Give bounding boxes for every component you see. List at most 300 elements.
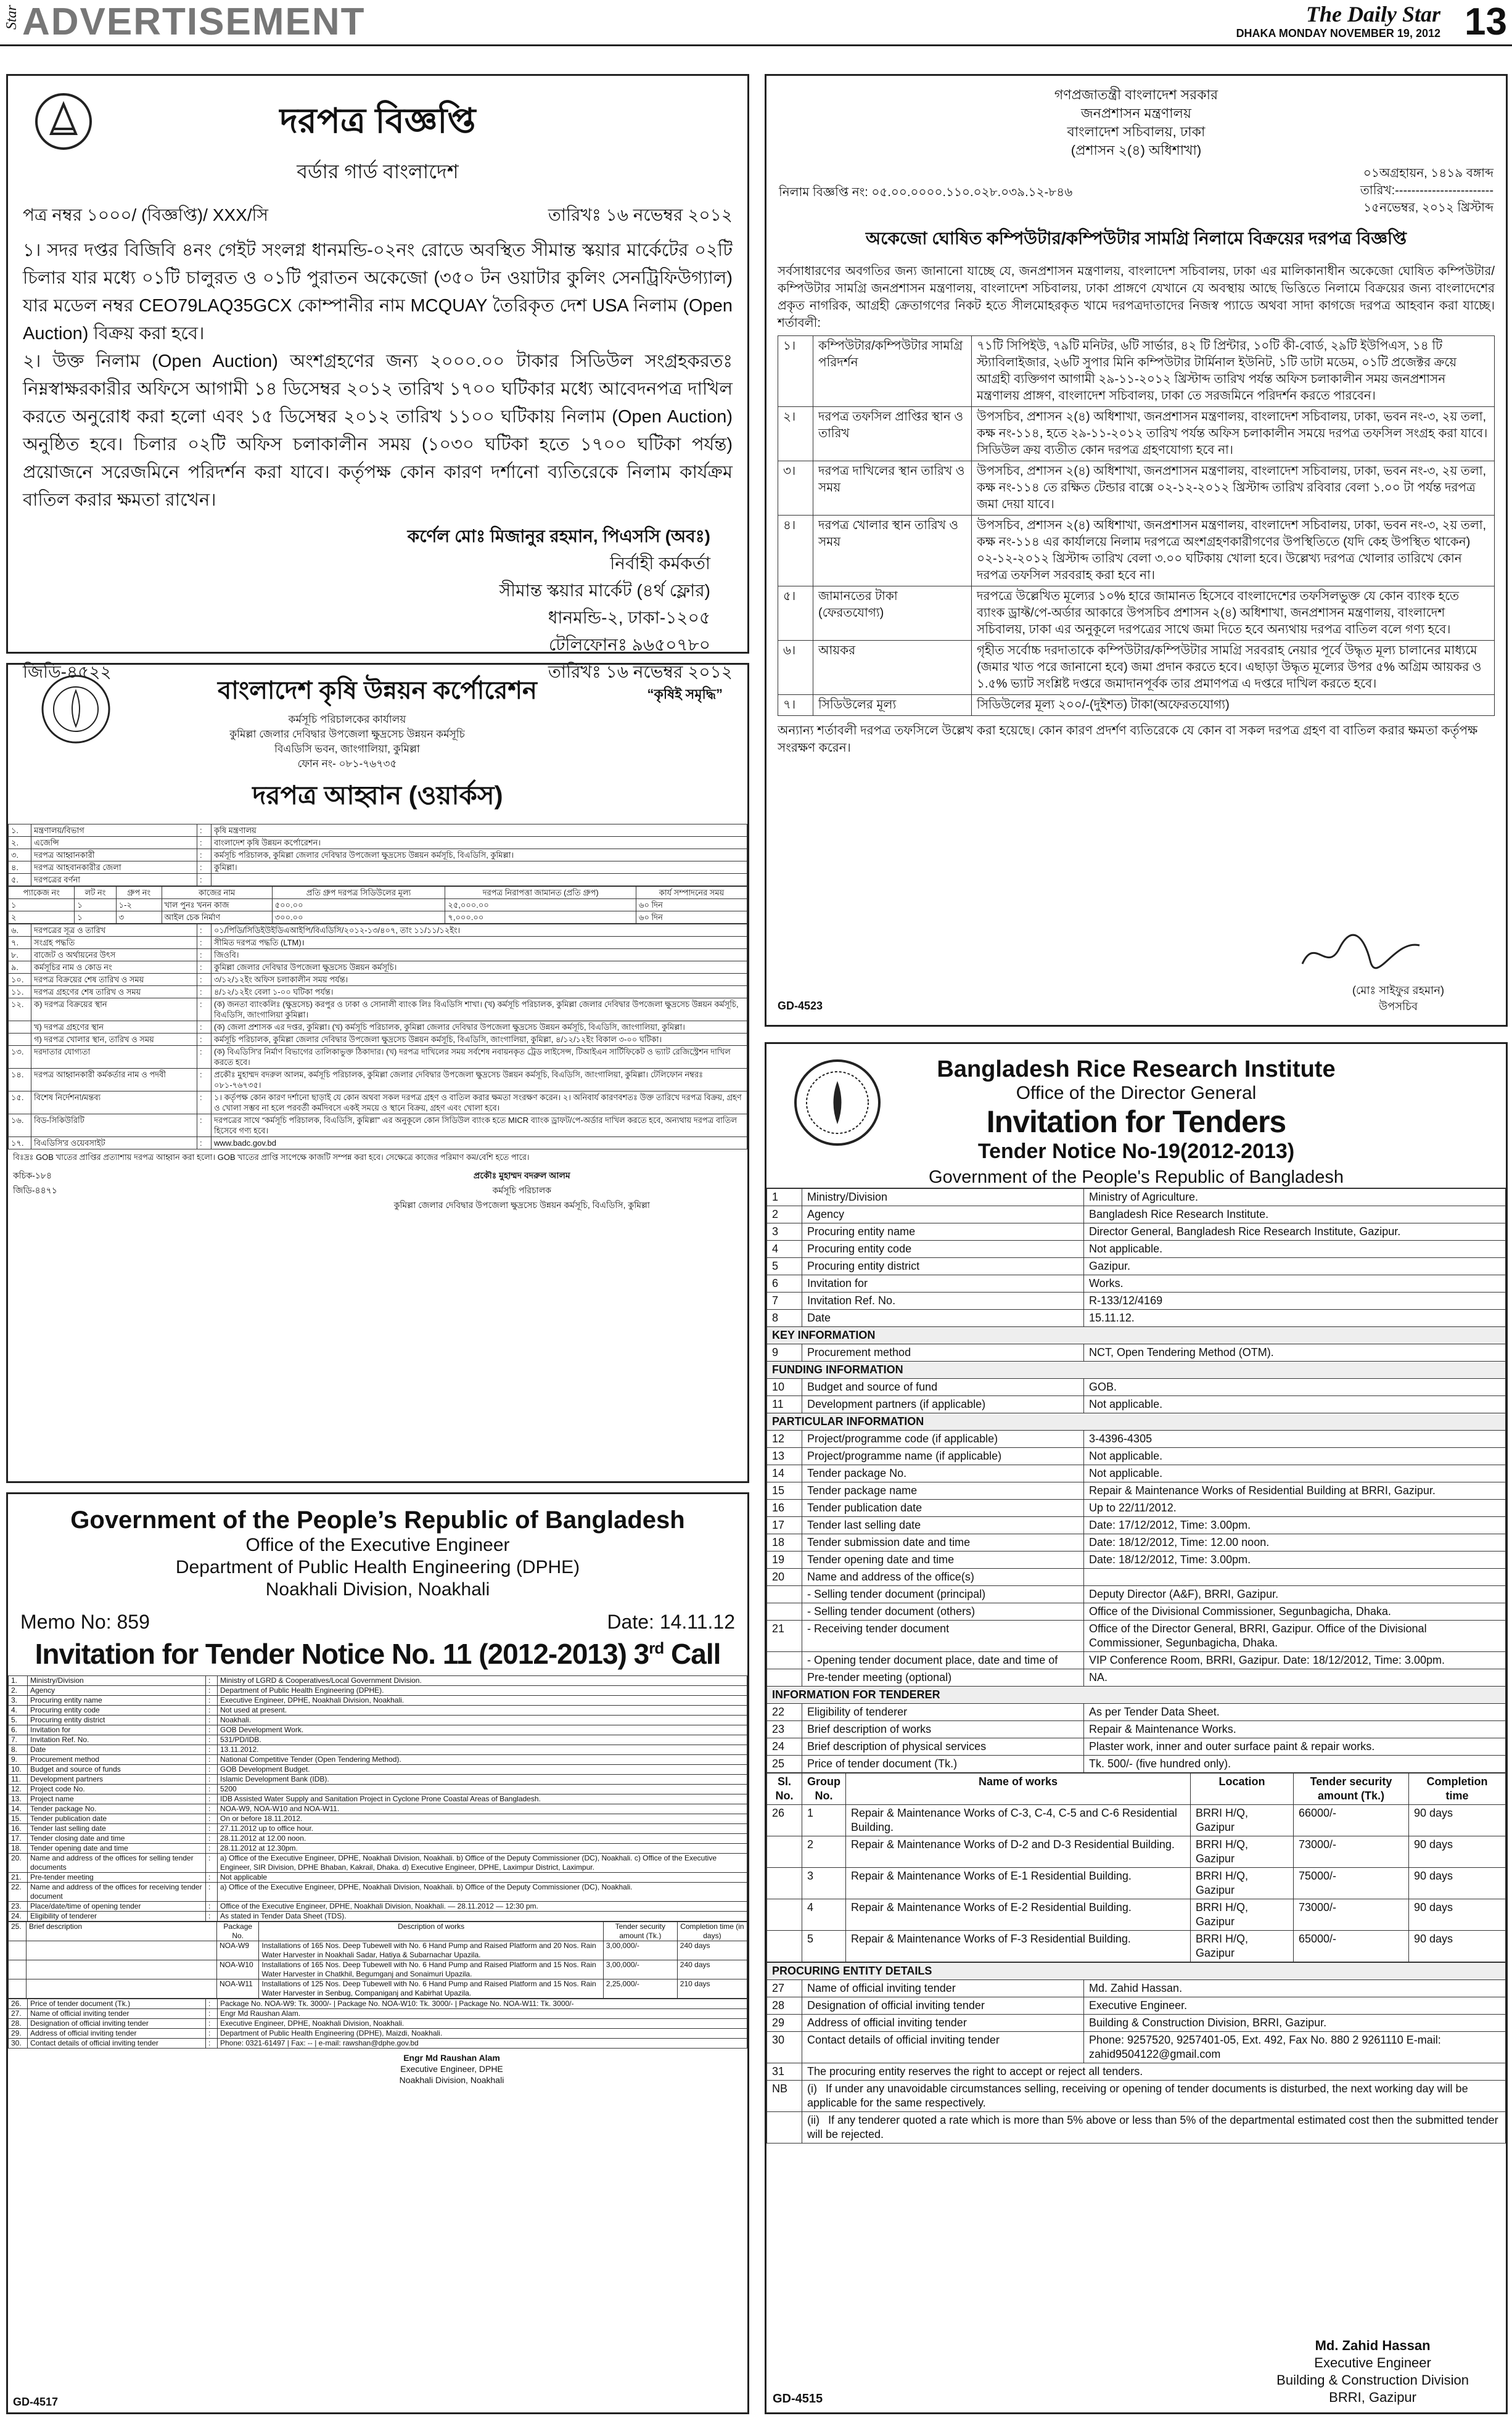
table-cell: 11 bbox=[767, 1396, 802, 1413]
table-cell: 21 bbox=[767, 1621, 802, 1652]
office-lines bbox=[218, 712, 477, 771]
conditions-table bbox=[778, 335, 1495, 716]
table-cell: ১১. bbox=[9, 986, 31, 998]
column-header: Completion time bbox=[1409, 1774, 1506, 1805]
table-row bbox=[9, 1854, 747, 1873]
table-cell: 75000/- bbox=[1294, 1868, 1409, 1899]
table-row bbox=[9, 1902, 747, 1912]
table-row bbox=[767, 1534, 1506, 1552]
table-row bbox=[767, 1899, 1506, 1931]
signatory-name: কর্ণেল মোঃ মিজানুর রহমান, পিএসসি (অবঃ) bbox=[407, 527, 710, 546]
signatory-line: উপসচিব bbox=[1379, 1000, 1418, 1013]
column-header: Location bbox=[1191, 1774, 1294, 1805]
section-heading: PARTICULAR INFORMATION bbox=[767, 1413, 1506, 1431]
table-cell: 28.11.2012 at 12.30pm. bbox=[218, 1844, 747, 1854]
spacer-cell bbox=[9, 1941, 27, 1960]
table-cell: ১। কর্তৃপক্ষ কোন কারণ দর্শানো ছাড়াই যে কোন অথবা সকল দরপত্র গ্রহণ ও বাতিল করার ক্ষমতা সংরক্ষণ করেন। ২। অনিবার্য কারণবশতঃ উক্ত তারিখে দরপত্র বিক্রয়, গ্রহণ ও খোলা সম্ভব না হলে পরবর্তী কর্মদিবসে একই সময়ে ও স্থানে বিক্রয়, গ্রহণ এবং খোলা হবে। bbox=[212, 1091, 747, 1114]
table-cell: : bbox=[206, 1844, 218, 1854]
table-cell: ১ bbox=[9, 899, 75, 911]
table-cell: ক) দরপত্র বিক্রয়ের স্থান bbox=[31, 998, 197, 1021]
table-cell: 4. bbox=[9, 1706, 28, 1716]
table-cell: 4 bbox=[802, 1899, 846, 1931]
table-cell: ৫. bbox=[9, 874, 31, 886]
column-header: Tender security amount (Tk.) bbox=[1294, 1774, 1409, 1805]
table-cell: 13. bbox=[9, 1794, 28, 1804]
table-cell: Tender package name bbox=[802, 1482, 1084, 1500]
invitation-title: Invitation for Tenders bbox=[986, 1104, 1286, 1139]
table-cell: Procuring entity name bbox=[802, 1223, 1084, 1241]
table-cell: সংগ্রহ পদ্ধতি bbox=[31, 937, 197, 949]
table-row bbox=[767, 1836, 1506, 1868]
gov-heading: গণপ্রজাতন্ত্রী বাংলাদেশ সরকার bbox=[1054, 87, 1218, 102]
table-cell: 24 bbox=[767, 1738, 802, 1756]
table-cell: 4 bbox=[767, 1241, 802, 1258]
table-cell: Price of tender document (Tk.) bbox=[802, 1756, 1084, 1773]
table-cell: 12. bbox=[9, 1785, 28, 1794]
table-row bbox=[9, 1824, 747, 1834]
table-cell: 2,25,000/- bbox=[603, 1979, 677, 1999]
table-cell: 3 bbox=[767, 1223, 802, 1241]
table-cell: 24. bbox=[9, 1912, 28, 1922]
table-row bbox=[9, 961, 747, 974]
table-cell: Procurement method bbox=[28, 1755, 206, 1765]
table-row bbox=[767, 1241, 1506, 1258]
table-cell: Budget and source of fund bbox=[802, 1379, 1084, 1396]
table-cell: 240 days bbox=[677, 1941, 747, 1960]
table-cell: Installations of 165 Nos. Deep Tubewell with No. 6 Hand Pump and Raised Platform and 15 Nos. Rain Water Harvester in Chatkhil, Begumganj and Sonaimuri Upazila. bbox=[259, 1960, 603, 1979]
table-cell: ৯. bbox=[9, 961, 31, 974]
table-row bbox=[9, 949, 747, 961]
table-cell: Eligibility of tenderer bbox=[28, 1912, 206, 1922]
tender-heading: দরপত্র আহ্বান (ওয়ার্কস) bbox=[252, 781, 503, 810]
table-cell: : bbox=[206, 1706, 218, 1716]
table-cell: 27. bbox=[9, 2009, 28, 2019]
signatory-line: কর্মসূচি পরিচালক bbox=[492, 1185, 551, 1195]
table-cell: ৩. bbox=[9, 849, 31, 861]
star-tag: Star bbox=[4, 5, 20, 30]
table-cell: 3. bbox=[9, 1696, 28, 1706]
table-cell: : bbox=[206, 2009, 218, 2019]
table-cell: 9 bbox=[767, 1344, 802, 1362]
table-cell: দরপত্রের সূত্র ও তারিখ bbox=[31, 924, 197, 937]
table-cell: Not applicable bbox=[218, 1873, 747, 1883]
table-row bbox=[778, 407, 1495, 461]
table-cell: a) Office of the Executive Engineer, DPHE, Noakhali Division, Noakhali. b) Office of the Deputy Commissioner (DC), Noakhali. bbox=[218, 1883, 747, 1902]
column-header: Sl. No. bbox=[767, 1774, 802, 1805]
badc-details-table bbox=[8, 924, 747, 1149]
table-row bbox=[767, 2112, 1506, 2144]
nb-index: (ii) bbox=[807, 2114, 820, 2126]
table-row bbox=[9, 1034, 747, 1046]
table-cell: 20. bbox=[9, 1854, 28, 1873]
column-header: দরপত্র নিরাপত্তা জামানত (প্রতি গ্রুপ) bbox=[445, 887, 636, 899]
table-row bbox=[767, 1552, 1506, 1569]
table-row bbox=[767, 1738, 1506, 1756]
table-cell: ৮. bbox=[9, 949, 31, 961]
table-cell: a) Office of the Executive Engineer, DPHE, Noakhali Division, Noakhali. b) Office of the Deputy Commissioner (DC), Noakhali. c) Office of the Executive Engineer, SIR Division, DPHE Bhaban, Kakrail, Dhaka. d) Executive Engineer, DPHE, Laximpur District, Laximpur. bbox=[218, 1854, 747, 1873]
table-cell: কম্পিউটার/কম্পিউটার সামগ্রি পরিদর্শন bbox=[813, 336, 972, 407]
table-cell: Project code No. bbox=[28, 1785, 206, 1794]
table-row bbox=[767, 1310, 1506, 1327]
table-cell: প্রকৌঃ মুহাম্মদ বদরুল আলম, কর্মসূচি পরিচালক, কুমিল্লা জেলার দেবিদ্বার উপজেলা ক্ষুদ্রসেচ উন্নয়ন কর্মসূচি, বিএডিসি, জাংগালিয়া, কুমিল্লা। টেলিফোন নম্বরঃ ০৮১-৭৬৭৩৫। bbox=[212, 1069, 747, 1091]
section-row bbox=[767, 1963, 1506, 1980]
table-row bbox=[9, 1883, 747, 1902]
table-cell: দরপত্র গ্রহণের শেষ তারিখ ও সময় bbox=[31, 986, 197, 998]
dphe-works-table: 25. Brief description Package No. Description of works Tender security amount (Tk.) Completion time (in days) NOA-W9 Installations of 165 Nos. Deep Tubewell with No. 6 Hand Pump and Raised Platform and 20 Nos. Rain Water Harvester in Noakhali Sadar, Hatiya & Subarnachar Upazila. 3,00,000/- 240 days NOA-W10 Installations of 165 Nos. Deep Tubewell with No. 6 Hand Pump and Raised Platform and 15 Nos. Rain Water Harvester in Chatkhil, Begumganj and Sonaimuri Upazila. 3,00,000/- 240 days NOA-W11 Installations of 125 Nos. Deep Tubewell with No. 6 Hand Pump and Raised Platform and 15 Nos. Rain Water Harvester in Senbug, Companiganj and Kabirhat Upazila. 2,25,000/- 210 days bbox=[8, 1922, 747, 1999]
table-row bbox=[9, 1814, 747, 1824]
memo-row bbox=[20, 1611, 735, 1634]
section-title: ADVERTISEMENT bbox=[22, 1, 366, 43]
column-header: গ্রুপ নং bbox=[116, 887, 162, 899]
signatory-name: (মোঃ সাইফুর রহমান) bbox=[1352, 984, 1444, 997]
table-cell: 210 days bbox=[677, 1979, 747, 1999]
table-cell: 19 bbox=[767, 1552, 802, 1569]
gd-date: তারিখঃ ১৬ নভেম্বর ২০১২ bbox=[548, 662, 733, 681]
table-cell: Package No. NOA-W9: Tk. 3000/- | Package No. NOA-W10: Tk. 3000/- | Package No. NOA-W11: Tk. 3000/- bbox=[218, 1999, 747, 2009]
badc-footer bbox=[13, 1169, 742, 1213]
signatory-line: Building & Construction Division bbox=[1276, 2372, 1469, 2388]
signatory-line: সীমান্ত স্কয়ার মার্কেট (৪র্থ ফ্লোর) bbox=[499, 581, 710, 600]
table-row bbox=[9, 911, 747, 924]
table-cell: Executive Engineer, DPHE, Noakhali Division, Noakhali. bbox=[218, 1696, 747, 1706]
table-cell: সিডিউলের মূল্য bbox=[813, 695, 972, 716]
nb-cell bbox=[802, 2081, 1506, 2112]
column-header: প্যাকেজ নং bbox=[9, 887, 75, 899]
signatory-line: কুমিল্লা জেলার দেবিদ্বার উপজেলা ক্ষুদ্রসেচ উন্নয়ন কর্মসূচি, বিএডিসি, কুমিল্লা bbox=[393, 1200, 650, 1210]
table-row bbox=[9, 899, 747, 911]
table-cell: : bbox=[197, 986, 212, 998]
gov-heading-block bbox=[766, 86, 1506, 160]
table-cell: : bbox=[206, 1854, 218, 1873]
division-heading: Noakhali Division, Noakhali bbox=[265, 1579, 490, 1600]
table-cell: ৭১টি সিপিইউ, ৭৯টি মনিটর, ৬টি সার্ভার, ৪২ টি প্রিন্টার, ১০টি কী-বোর্ড, ২৯টি ইউপিএস, ১৪ টি স্ট্যাবিলাইজার, ২৬টি সুপার মিনি কম্পিউটার টার্মিনাল ইউনিট, ১টি ডাটা মডেম, ০১টি প্রজেক্টর ক্রয়ে আগ্রহী ব্যক্তিগণ আগামী ২৯-১১-২০১২ খ্রিস্টাব্দ তারিখ পর্যন্ত অফিস চলাকালীন সময় জনপ্রশাসন মন্ত্রণালয় প্রাঙ্গণ, বাংলাদেশ সচিবালয়, ঢাকা তে সরজমিনে পরিদর্শন করতে পারবেন। bbox=[972, 336, 1495, 407]
table-row bbox=[767, 1379, 1506, 1396]
table-cell: ২ bbox=[9, 911, 75, 924]
table-cell: Repair & Maintenance Works of E-2 Residential Building. bbox=[846, 1899, 1191, 1931]
ad-motto: “কৃষিই সমৃদ্ধি” bbox=[647, 686, 723, 702]
table-cell: Plaster work, inner and outer surface paint & repair works. bbox=[1084, 1738, 1506, 1756]
spacer-cell bbox=[27, 1941, 217, 1960]
table-cell: BRRI H/Q, Gazipur bbox=[1191, 1805, 1294, 1836]
brri-logo-icon bbox=[791, 1056, 884, 1149]
table-cell: ৭. bbox=[9, 937, 31, 949]
table-cell bbox=[767, 1836, 802, 1868]
table-cell: www.badc.gov.bd bbox=[212, 1137, 747, 1149]
table-row bbox=[767, 1931, 1506, 1962]
table-cell bbox=[767, 1586, 802, 1603]
section-row bbox=[767, 1362, 1506, 1379]
column-header: কার্য সম্পাদনের সময় bbox=[636, 887, 747, 899]
gov-heading: Government of the People’s Republic of Bangladesh bbox=[70, 1506, 685, 1534]
table-row bbox=[9, 1834, 747, 1844]
column-header: কাজের নাম bbox=[162, 887, 272, 899]
table-cell: Date: 18/12/2012, Time: 3.00pm. bbox=[1084, 1552, 1506, 1569]
table-cell: খ) দরপত্র গ্রহণের স্থান bbox=[31, 1021, 197, 1034]
table-cell: NCT, Open Tendering Method (OTM). bbox=[1084, 1344, 1506, 1362]
brri-info-table bbox=[766, 1188, 1506, 1773]
table-cell: Name and address of the offices for selling tender documents bbox=[28, 1854, 206, 1873]
table-cell: Pre-tender meeting (optional) bbox=[802, 1669, 1084, 1687]
table-cell: ৩০০.০০ bbox=[272, 911, 445, 924]
table-cell: : bbox=[206, 2029, 218, 2039]
signature-mark-icon bbox=[1296, 933, 1432, 976]
section-row bbox=[767, 1327, 1506, 1344]
table-cell: 65000/- bbox=[1294, 1931, 1409, 1962]
table-row bbox=[778, 336, 1495, 407]
table-row bbox=[778, 641, 1495, 695]
table-row bbox=[9, 937, 747, 949]
table-cell: 25 bbox=[767, 1756, 802, 1773]
table-cell: ৩ bbox=[116, 911, 162, 924]
table-cell: : bbox=[206, 2019, 218, 2029]
table-row bbox=[767, 1997, 1506, 2015]
table-cell: : bbox=[197, 961, 212, 974]
table-cell: ৪. bbox=[9, 861, 31, 874]
table-cell: কর্মসূচি পরিচালক, কুমিল্লা জেলার দেবিদ্বার উপজেলা ক্ষুদ্রসেচ উন্নয়ন কর্মসূচি, বিএডিসি, কুমিল্লা। bbox=[212, 849, 747, 861]
table-cell: 7 bbox=[767, 1293, 802, 1310]
bgb-emblem-icon bbox=[33, 91, 94, 152]
table-row bbox=[9, 2009, 747, 2019]
signatory-line: Noakhali Division, Noakhali bbox=[399, 2075, 504, 2085]
section-heading: KEY INFORMATION bbox=[767, 1327, 1506, 1344]
table-cell: ১. bbox=[9, 824, 31, 837]
column-header: Name of works bbox=[846, 1774, 1191, 1805]
table-cell: 3-4396-4305 bbox=[1084, 1431, 1506, 1448]
table-cell: 17. bbox=[9, 1834, 28, 1844]
table-row bbox=[9, 986, 747, 998]
table-cell: উপসচিব, প্রশাসন ২(৪) অধিশাখা, জনপ্রশাসন মন্ত্রণালয়, বাংলাদেশ সচিবালয়, ঢাকা, ভবন নং-৩, ২য় তলা, কক্ষ নং-১১৪, হতে ২৯-১১-২০১২ তারিখ পর্যন্ত অফিস চলাকালীন সময়ে দরপত্র তফসিল সংগ্রহ করা যাবে। সিডিউল ক্রয় ব্যতীত কোন দরপত্র গ্রহণযোগ্য হবে না। bbox=[972, 407, 1495, 461]
table-cell: Procuring entity name bbox=[28, 1696, 206, 1706]
table-row bbox=[767, 1258, 1506, 1275]
table-cell: Date: 17/12/2012, Time: 3.00pm. bbox=[1084, 1517, 1506, 1534]
table-cell: Installations of 165 Nos. Deep Tubewell with No. 6 Hand Pump and Raised Platform and 20 Nos. Rain Water Harvester in Noakhali Sadar, Hatiya & Subarnachar Upazila. bbox=[259, 1941, 603, 1960]
table-cell: : bbox=[197, 1021, 212, 1034]
table-row bbox=[778, 586, 1495, 641]
table-cell: Director General, Bangladesh Rice Research Institute, Gazipur. bbox=[1084, 1223, 1506, 1241]
table-row bbox=[9, 1706, 747, 1716]
table-cell: ৩/১২/১২ইং অফিস চলাকালীন সময় পর্যন্ত। bbox=[212, 974, 747, 986]
issue-date: DHAKA MONDAY NOVEMBER 19, 2012 bbox=[1236, 27, 1440, 39]
table-cell: ১২. bbox=[9, 998, 31, 1021]
table-cell: দরপত্র আহ্বানকারী কর্মকর্তার নাম ও পদবী bbox=[31, 1069, 197, 1091]
table-row bbox=[767, 2032, 1506, 2063]
table-cell: কুমিল্লা জেলার দেবিদ্বার উপজেলা ক্ষুদ্রসেচ উন্নয়ন কর্মসূচি। bbox=[212, 961, 747, 974]
table-row bbox=[767, 1756, 1506, 1773]
badc-heading bbox=[218, 671, 747, 771]
table-cell: Name of official inviting tender bbox=[802, 1980, 1084, 1997]
table-cell: সীমিত দরপত্র পদ্ধতি (LTM)। bbox=[212, 937, 747, 949]
spacer-cell bbox=[9, 1979, 27, 1999]
table-cell: : bbox=[206, 1725, 218, 1735]
table-cell: : bbox=[197, 874, 212, 886]
table-cell: Tender opening date and time bbox=[28, 1844, 206, 1854]
table-cell: 30. bbox=[9, 2039, 28, 2049]
table-cell: Invitation for bbox=[802, 1275, 1084, 1293]
table-cell: : bbox=[206, 1794, 218, 1804]
table-cell: : bbox=[197, 849, 212, 861]
spacer-cell bbox=[27, 1960, 217, 1979]
table-cell: 2 bbox=[767, 1206, 802, 1223]
table-cell: Contact details of official inviting tender bbox=[802, 2032, 1084, 2063]
table-cell: 16. bbox=[9, 1824, 28, 1834]
table-cell: 2. bbox=[9, 1686, 28, 1696]
section-row bbox=[767, 1687, 1506, 1704]
table-cell: Designation of official inviting tender bbox=[802, 1997, 1084, 2015]
table-cell: : bbox=[197, 861, 212, 874]
table-cell: Invitation Ref. No. bbox=[802, 1293, 1084, 1310]
table-cell: Address of official inviting tender bbox=[802, 2015, 1084, 2032]
table-cell: As stated in Tender Data Sheet (TDS). bbox=[218, 1912, 747, 1922]
table-cell: Executive Engineer. bbox=[1084, 1997, 1506, 2015]
signatory-line: Executive Engineer, DPHE bbox=[400, 2064, 503, 2074]
table-cell: : bbox=[206, 1735, 218, 1745]
table-cell: Not used at present. bbox=[218, 1706, 747, 1716]
table-cell: Invitation Ref. No. bbox=[28, 1735, 206, 1745]
table-cell: GOB Development Budget. bbox=[218, 1765, 747, 1775]
table-row bbox=[767, 1586, 1506, 1603]
table-cell: 28.11.2012 at 12.00 noon. bbox=[218, 1834, 747, 1844]
table-cell: Agency bbox=[802, 1206, 1084, 1223]
table-cell: 3 bbox=[802, 1868, 846, 1899]
table-row bbox=[767, 1275, 1506, 1293]
dphe-tender-ad bbox=[6, 1492, 749, 2414]
table-cell: : bbox=[206, 1873, 218, 1883]
table-row bbox=[9, 1999, 747, 2009]
table-row bbox=[9, 1676, 747, 1686]
table-row bbox=[767, 1517, 1506, 1534]
table-cell: Procuring entity district bbox=[28, 1716, 206, 1725]
table-cell bbox=[767, 2112, 802, 2144]
table-cell: Ministry of LGRD & Cooperatives/Local Government Division. bbox=[218, 1676, 747, 1686]
table-cell: : bbox=[206, 1834, 218, 1844]
table-cell: Contact details of official inviting tender bbox=[28, 2039, 206, 2049]
table-row bbox=[9, 1941, 747, 1960]
invitation-title: Invitation for Tender Notice No. 11 (2012-2013) 3rd Call bbox=[35, 1638, 721, 1670]
table-cell: Designation of official inviting tender bbox=[28, 2019, 206, 2029]
office-line: কুমিল্লা জেলার দেবিদ্বার উপজেলা ক্ষুদ্রসেচ উন্নয়ন কর্মসূচি bbox=[229, 728, 465, 740]
table-row bbox=[9, 1069, 747, 1091]
table-cell: Tender publication date bbox=[28, 1814, 206, 1824]
date-gregorian: ১৫নভেম্বর, ২০১২ খ্রিস্টাব্দ bbox=[1363, 201, 1494, 215]
table-cell: Islamic Development Bank (IDB). bbox=[218, 1775, 747, 1785]
table-row bbox=[9, 1091, 747, 1114]
table-cell: জামানতের টাকা (ফেরতযোগ্য) bbox=[813, 586, 972, 641]
column-header: Tender security amount (Tk.) bbox=[603, 1922, 677, 1941]
table-cell: বিশেষ নির্দেশনা/মন্তব্য bbox=[31, 1091, 197, 1114]
badc-logo-icon bbox=[39, 672, 113, 746]
table-cell: Invitation for bbox=[28, 1725, 206, 1735]
table-row bbox=[767, 1293, 1506, 1310]
badc-tender-ad bbox=[6, 663, 749, 1483]
table-row bbox=[9, 837, 747, 849]
table-cell: Tender closing date and time bbox=[28, 1834, 206, 1844]
badc-info-table bbox=[8, 824, 747, 886]
table-cell: Price of tender document (Tk.) bbox=[28, 1999, 206, 2009]
table-cell: : bbox=[206, 1676, 218, 1686]
table-cell: : bbox=[206, 1883, 218, 1902]
table-cell: : bbox=[197, 1137, 212, 1149]
table-row bbox=[767, 1652, 1506, 1669]
table-cell: Executive Engineer, DPHE, Noakhali Division, Noakhali. bbox=[218, 2019, 747, 2029]
paragraph-1: ১। সদর দপ্তর বিজিবি ৪নং গেইট সংলগ্ন ধানমন্ডি-০২নং রোডে অবস্থিত সীমান্ত স্কয়ার মার্কেটের ০২টি চিলার যার মধ্যে ০১টি চালুরত ও ০১টি পুরাতন অকেজো (৩৫০ টন ওয়াটার কুলিং সেনট্রিফিউগ্যাল) যার মডেল নম্বর CEO79LAQ35GCX কোম্পানীর নাম MCQUAY তৈরিকৃত দেশ USA নিলাম (Open Auction) বিক্রয় করা হবে। bbox=[23, 240, 733, 343]
memo-number: পত্র নম্বর ১০০০/ (বিজ্ঞপ্তি)/ XXX/সি bbox=[23, 205, 269, 224]
table-cell bbox=[9, 1021, 31, 1034]
table-cell: Gazipur. bbox=[1084, 1258, 1506, 1275]
table-row bbox=[9, 1873, 747, 1883]
nb-index: (i) bbox=[807, 2082, 817, 2095]
table-cell: : bbox=[206, 1804, 218, 1814]
table-cell: 14 bbox=[767, 1465, 802, 1482]
table-cell: - Selling tender document (others) bbox=[802, 1603, 1084, 1621]
ad-org: বর্ডার গার্ড বাংলাদেশ bbox=[297, 160, 459, 183]
table-row bbox=[9, 1725, 747, 1735]
memo-row bbox=[779, 165, 1494, 216]
footer-paragraph: অন্যান্য শর্তাবলী দরপত্র তফসিলে উল্লেখ করা হয়েছে। কোন কারণ প্রদর্শণ ব্যতিরেকে যে কোন বা সকল দরপত্র গ্রহণ বা বাতিল করার ক্ষমতা কর্তৃপক্ষ সংরক্ষণ করেন। bbox=[778, 724, 1478, 755]
table-row bbox=[767, 1980, 1506, 1997]
table-row bbox=[767, 1868, 1506, 1899]
table-cell: Development partners bbox=[28, 1775, 206, 1785]
table-cell: Office of the Divisional Commissioner, Segunbagicha, Dhaka. bbox=[1084, 1603, 1506, 1621]
table-cell: : bbox=[206, 2039, 218, 2049]
table-row bbox=[9, 849, 747, 861]
table-cell: : bbox=[206, 1999, 218, 2009]
table-cell: বাজেট ও অর্থায়নের উৎস bbox=[31, 949, 197, 961]
gov-heading: Government of the People's Republic of Bangladesh bbox=[766, 1167, 1506, 1188]
table-cell: : bbox=[197, 937, 212, 949]
table-cell: Installations of 125 Nos. Deep Tubewell with No. 6 Hand Pump and Raised Platform and 15 Nos. Rain Water Harvester in Senbug, Companiganj and Kabirhat Upazila. bbox=[259, 1979, 603, 1999]
table-cell: 23. bbox=[9, 1902, 28, 1912]
nb-cell bbox=[802, 2112, 1506, 2144]
table-cell: দরপত্র বিক্রয়ের শেষ তারিখ ও সময় bbox=[31, 974, 197, 986]
table-row bbox=[767, 1500, 1506, 1517]
table-cell: Procuring entity code bbox=[28, 1706, 206, 1716]
spacer-cell bbox=[27, 1979, 217, 1999]
section-heading: FUNDING INFORMATION bbox=[767, 1362, 1506, 1379]
table-cell: ১ bbox=[75, 899, 116, 911]
table-cell: বিড-সিকিউরিটি bbox=[31, 1114, 197, 1137]
table-cell: Address of official inviting tender bbox=[28, 2029, 206, 2039]
table-cell: Up to 22/11/2012. bbox=[1084, 1500, 1506, 1517]
table-row bbox=[767, 1569, 1506, 1586]
table-cell: Not applicable. bbox=[1084, 1448, 1506, 1465]
table-row bbox=[9, 1735, 747, 1745]
table-cell: ৬. bbox=[9, 924, 31, 937]
ref-code: কচিক-১৮৪ bbox=[13, 1170, 52, 1180]
table-cell: Bangladesh Rice Research Institute. bbox=[1084, 1206, 1506, 1223]
memo-row bbox=[23, 202, 733, 231]
table-cell: : bbox=[197, 1034, 212, 1046]
table-cell: Not applicable. bbox=[1084, 1396, 1506, 1413]
table-cell: 16 bbox=[767, 1500, 802, 1517]
table-cell bbox=[767, 1868, 802, 1899]
date-bangla: ০১অগ্রহায়ন, ১৪১৯ বঙ্গাব্দ bbox=[1363, 166, 1494, 180]
brri-procuring-table bbox=[766, 1962, 1506, 2144]
table-row bbox=[9, 1794, 747, 1804]
table-cell: NOA-W10 bbox=[217, 1960, 259, 1979]
table-cell: Tender package No. bbox=[28, 1804, 206, 1814]
table-cell: 26. bbox=[9, 1999, 28, 2009]
table-row bbox=[767, 1431, 1506, 1448]
table-cell: Office of the Executive Engineer, DPHE, Noakhali Division, Noakhali. — 28.11.2012 — 12:30 pm. bbox=[218, 1902, 747, 1912]
signatory-line: BRRI, Gazipur bbox=[1329, 2390, 1416, 2405]
table-cell bbox=[767, 1931, 802, 1962]
table-cell: 17 bbox=[767, 1517, 802, 1534]
table-cell: : bbox=[197, 837, 212, 849]
table-cell: GOB. bbox=[1084, 1379, 1506, 1396]
table-cell: Not applicable. bbox=[1084, 1241, 1506, 1258]
table-cell: 22 bbox=[767, 1704, 802, 1721]
table-row bbox=[767, 1189, 1506, 1206]
